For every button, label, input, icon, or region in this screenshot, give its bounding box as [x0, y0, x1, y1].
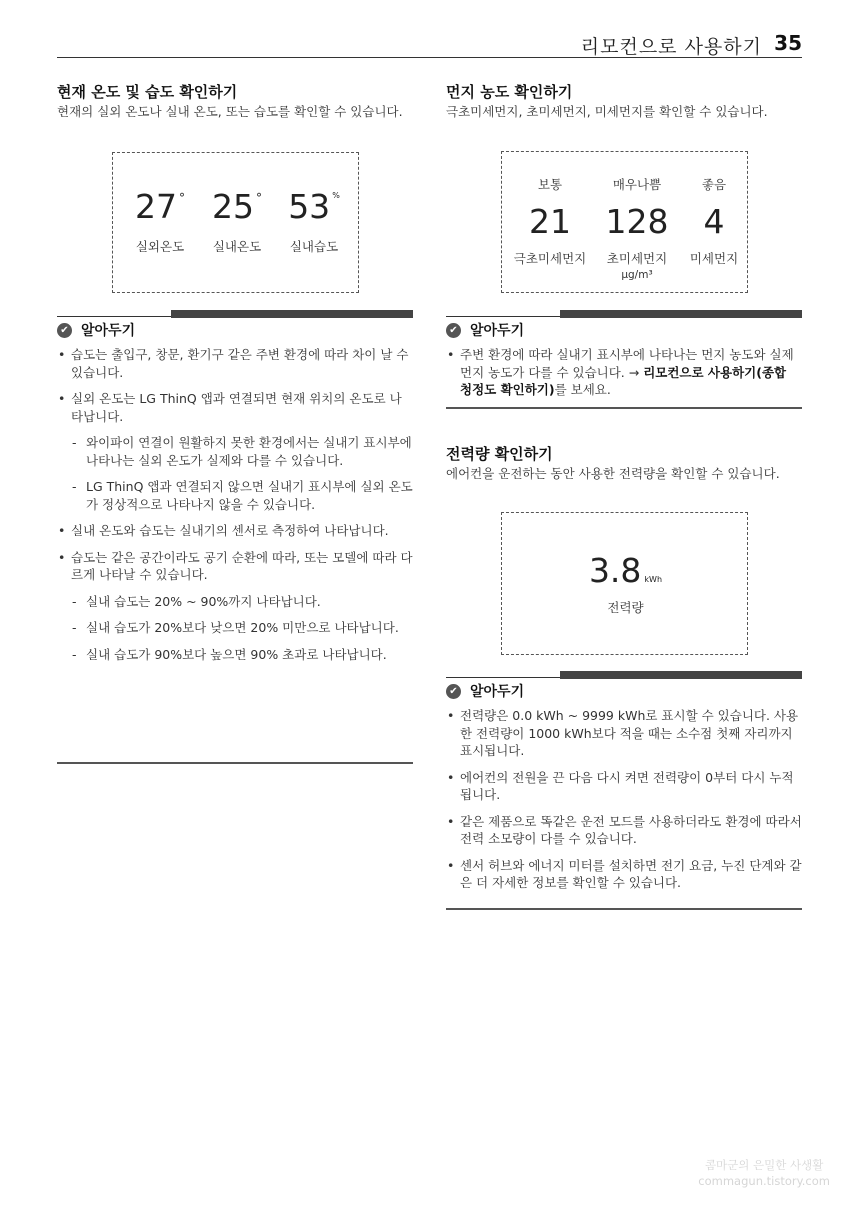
list-item: • 센서 허브와 에너지 미터를 설치하면 전기 요금, 누진 단계와 같은 더 자세한 정보를 확인할 수 있습니다. [446, 857, 802, 892]
cross-reference: 리모컨으로 사용하기(종합 청정도 확인하기) [460, 364, 787, 397]
temp-section-desc: 현재의 실외 온도나 실내 온도, 또는 습도를 확인할 수 있습니다. [57, 104, 403, 119]
right-column [446, 82, 802, 890]
note-label: 알아두기 [470, 684, 525, 700]
dust-unit: μg/m³ [621, 269, 653, 281]
note-header [57, 320, 135, 340]
temp-display-box [112, 152, 359, 293]
temp-section-title: 현재 온도 및 습도 확인하기 [57, 83, 238, 101]
indoor-humidity-value: 53 % [288, 187, 340, 226]
note-header [446, 320, 524, 340]
ultrafine-status: 보통 [537, 177, 563, 192]
watermark-line1: 콤마군의 은밀한 사생활 [704, 1158, 824, 1172]
outdoor-temp-value: 27 ° [135, 187, 185, 226]
check-circle-icon: ✔ [57, 323, 72, 338]
note-body [446, 707, 802, 901]
note-bottom-rule [446, 908, 802, 910]
list-item: • 전력량은 0.0 kWh ~ 9999 kWh로 표시할 수 있습니다. 사용한 전력량이 1000 kWh보다 적을 때는 소수점 첫째 자리까지 표시됩니다. [446, 707, 802, 760]
temp-note [57, 310, 413, 765]
list-item: • 습도는 같은 공간이라도 공기 순환에 따라, 또는 모델에 따라 다르게 나타날 수 있습니다. [57, 549, 413, 584]
sub-list-item: - 실내 습도는 20% ~ 90%까지 나타납니다. [57, 593, 413, 611]
power-note [446, 671, 802, 913]
page-header [57, 30, 802, 58]
chapter-title: 리모컨으로 사용하기 [580, 36, 762, 58]
indoor-temp-label: 실내온도 [212, 239, 262, 254]
list-item: • 실외 온도는 LG ThinQ 앱과 연결되면 현재 위치의 온도로 나타납니다. [57, 390, 413, 425]
fine-label: 초미세먼지 [606, 251, 668, 266]
check-circle-icon: ✔ [446, 684, 461, 699]
ultrafine-label: 극초미세먼지 [513, 251, 587, 266]
sub-list-item: - LG ThinQ 앱과 연결되지 않으면 실내기 표시부에 실외 온도가 정상적으로 나타나지 않을 수 있습니다. [57, 478, 413, 513]
power-value: 3.8 kWh [588, 551, 663, 590]
power-section [446, 444, 802, 482]
list-item: • 에어컨의 전원을 끈 다음 다시 켜면 전력량이 0부터 다시 누적됩니다. [446, 769, 802, 804]
sub-list-item: - 와이파이 연결이 원활하지 못한 환경에서는 실내기 표시부에 나타나는 실외 온도가 실제와 다를 수 있습니다. [57, 434, 413, 469]
indoor-temp-value: 25 ° [212, 187, 262, 226]
list-item: • 같은 제품으로 똑같은 운전 모드를 사용하더라도 환경에 따라서 전력 소모량이 다를 수 있습니다. [446, 813, 802, 848]
dust-section-desc: 극초미세먼지, 초미세먼지, 미세먼지를 확인할 수 있습니다. [446, 104, 768, 119]
list-item: • 실내 온도와 습도는 실내기의 센서로 측정하여 나타납니다. [57, 522, 413, 540]
page-number: 35 [774, 31, 802, 55]
note-body [57, 346, 413, 672]
dust-section-title: 먼지 농도 확인하기 [446, 83, 573, 101]
list-item: • 습도는 출입구, 창문, 환기구 같은 주변 환경에 따라 차이 날 수 있습니다. [57, 346, 413, 381]
note-top-rule [446, 671, 802, 679]
note-label: 알아두기 [470, 323, 525, 339]
note-label: 알아두기 [81, 323, 136, 339]
power-section-desc: 에어컨을 운전하는 동안 사용한 전력량을 확인할 수 있습니다. [446, 466, 780, 481]
indoor-humidity-label: 실내습도 [289, 239, 339, 254]
note-top-rule [446, 310, 802, 318]
watermark-line2: commagun.tistory.com [698, 1174, 830, 1188]
pm10-status: 좋음 [701, 177, 727, 192]
pm10-value: 4 [703, 202, 725, 241]
ultrafine-value: 21 [529, 202, 571, 241]
pm10-label: 미세먼지 [689, 251, 739, 266]
sub-list-item: - 실내 습도가 90%보다 높으면 90% 초과로 나타납니다. [57, 646, 413, 664]
dust-display-box [501, 151, 748, 293]
outdoor-temp-label: 실외온도 [135, 239, 185, 254]
fine-value: 128 [605, 202, 669, 241]
note-top-rule [57, 310, 413, 318]
check-circle-icon: ✔ [446, 323, 461, 338]
power-section-title: 전력량 확인하기 [446, 445, 553, 463]
power-display-box [501, 512, 748, 655]
dust-note [446, 310, 802, 410]
sub-list-item: - 실내 습도가 20%보다 낮으면 20% 미만으로 나타납니다. [57, 619, 413, 637]
left-column [57, 82, 413, 662]
fine-status: 매우나쁨 [612, 177, 662, 192]
watermark [698, 1157, 830, 1189]
note-body [446, 346, 802, 408]
list-item: • 주변 환경에 따라 실내기 표시부에 나타나는 먼지 농도와 실제 먼지 농도가 다를 수 있습니다. → 리모컨으로 사용하기(종합 청정도 확인하기)를 보세요. [446, 346, 802, 399]
note-bottom-rule [446, 407, 802, 409]
note-bottom-rule [57, 762, 413, 764]
note-header [446, 681, 524, 701]
power-label: 전력량 [607, 600, 644, 615]
